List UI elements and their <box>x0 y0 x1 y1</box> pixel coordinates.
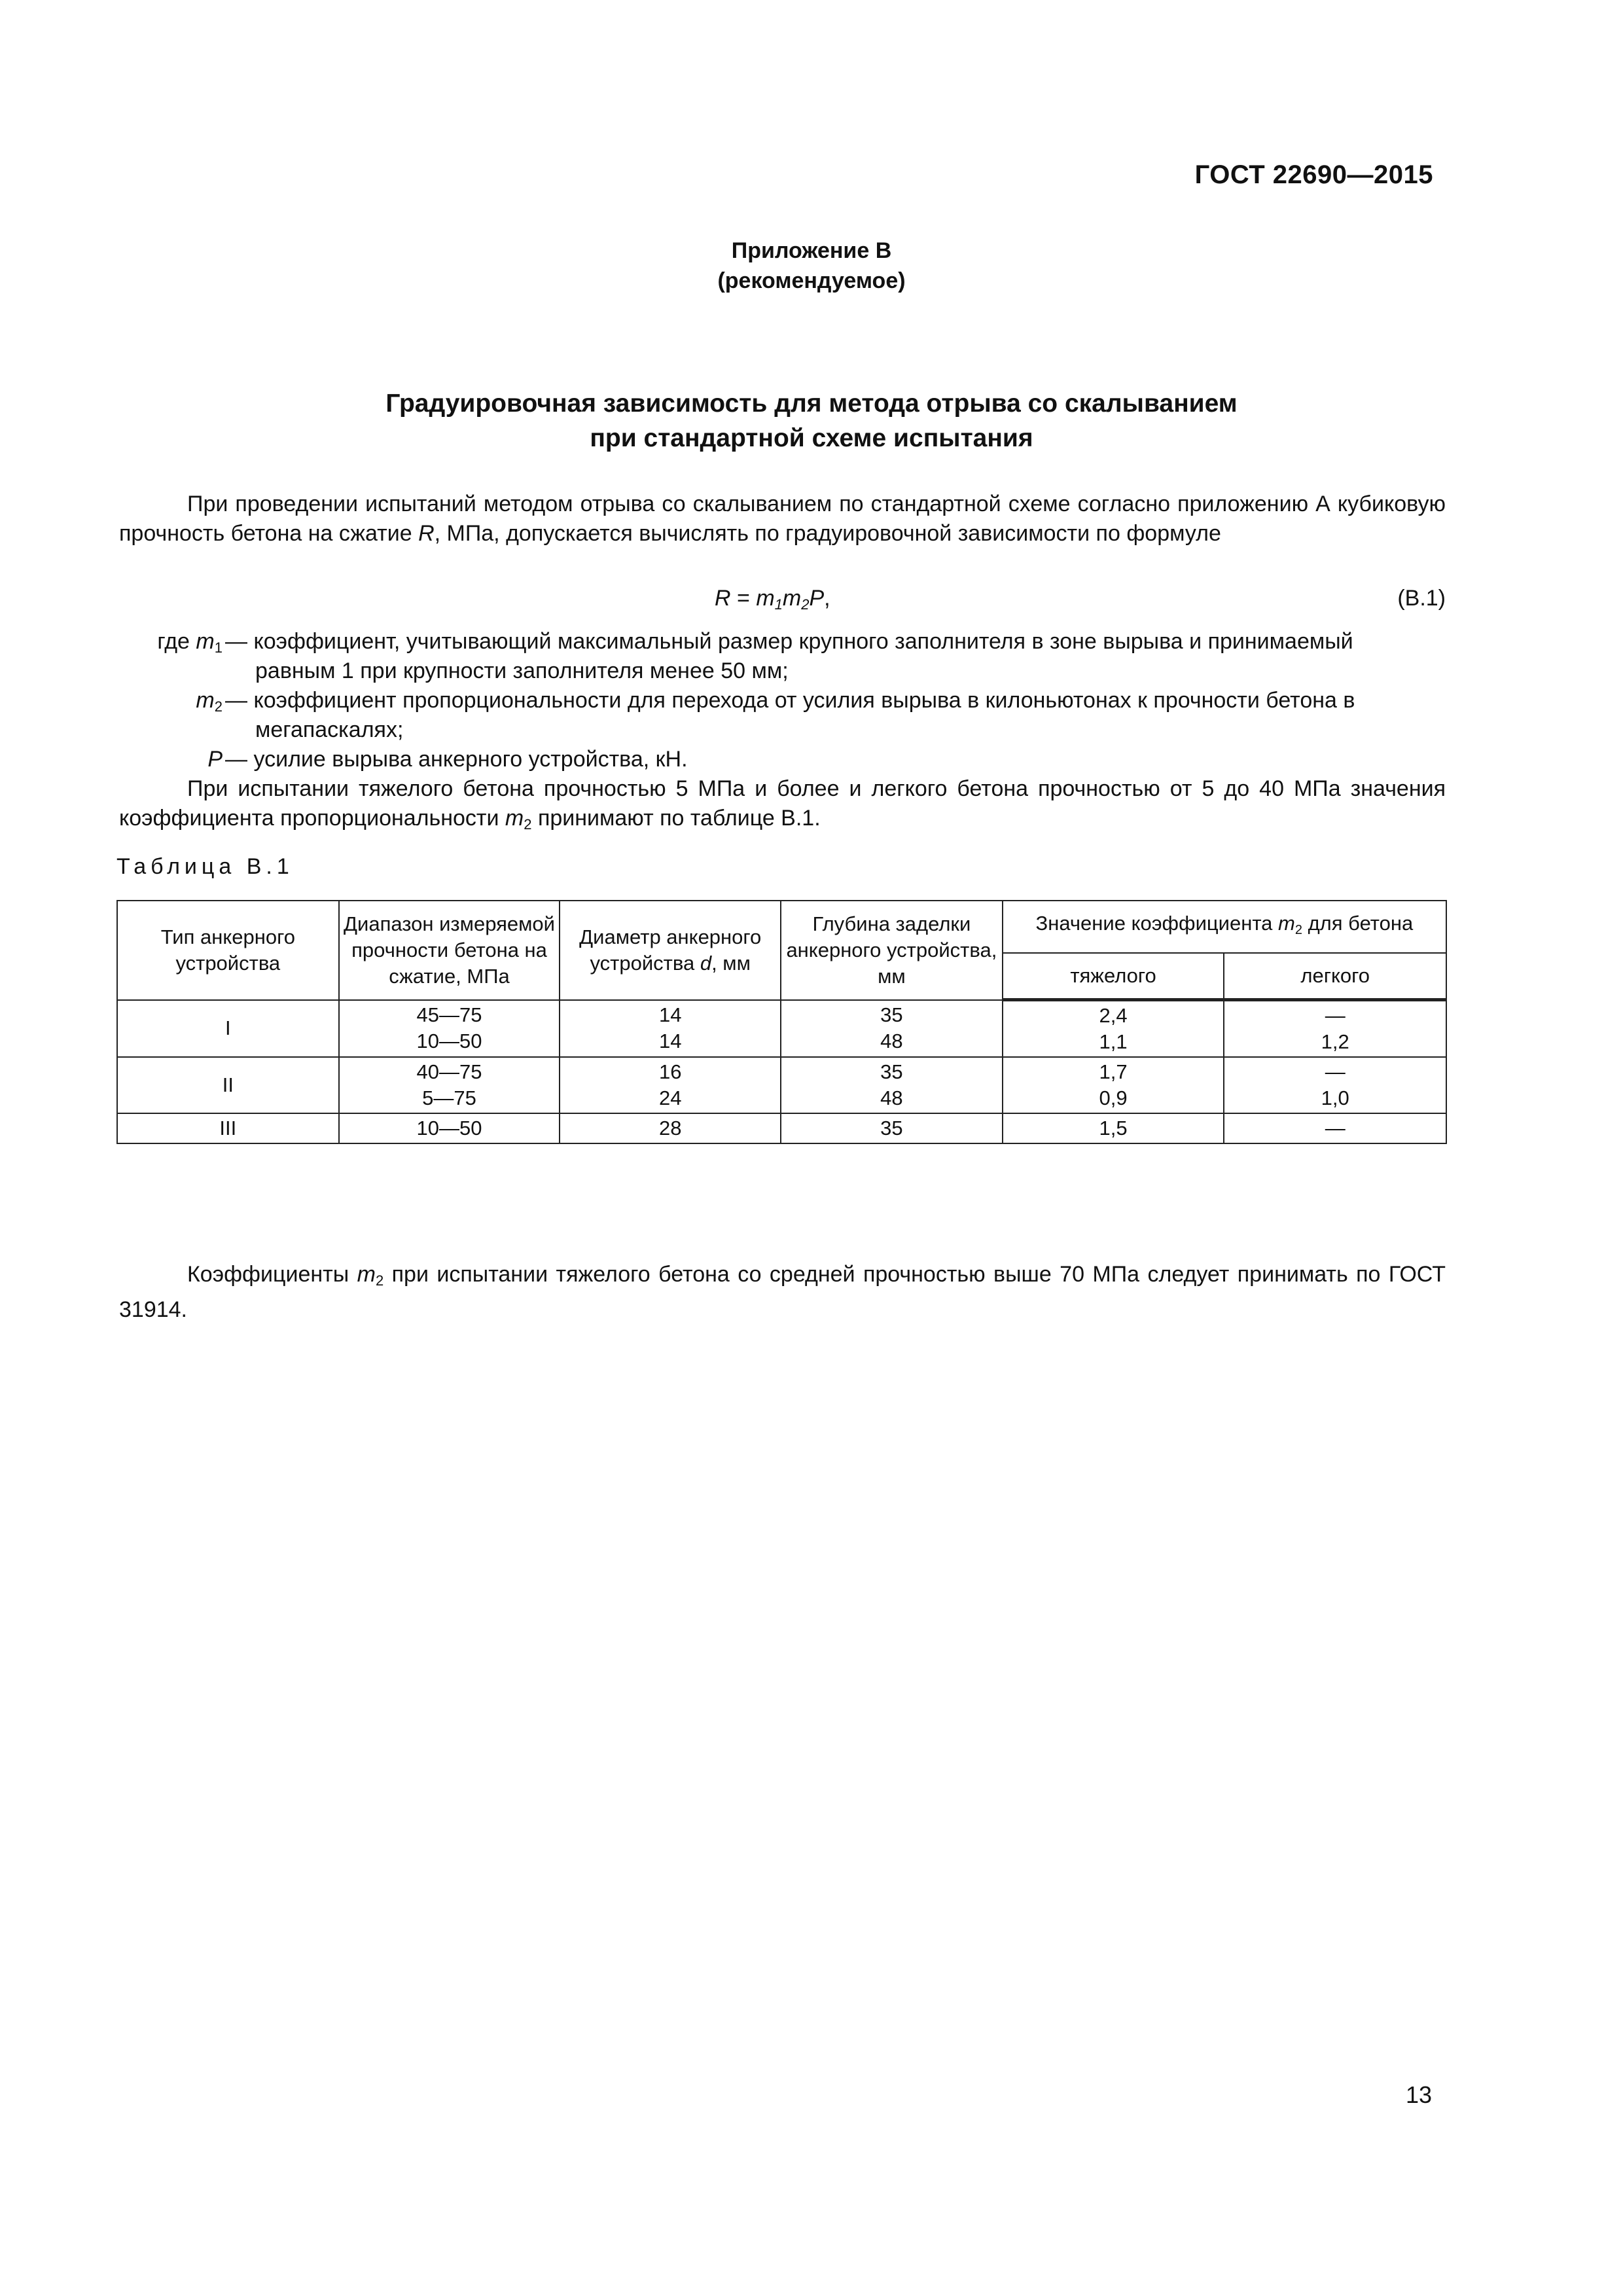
m1-text-2: равным 1 при крупности заполнителя менее 50 мм; <box>255 658 789 683</box>
m2-dash: — <box>225 688 254 713</box>
final-sub: 2 <box>375 1272 384 1289</box>
appendix-title: Приложение В <box>731 238 892 263</box>
formula-p: P <box>809 586 825 611</box>
header-coef-text: Значение коэффициента <box>1035 912 1279 935</box>
table-cell-light <box>1224 1113 1446 1143</box>
cell-value: 40—75 <box>416 1060 482 1083</box>
final-paragraph <box>119 1260 1446 1325</box>
header-coef-sub: 2 <box>1294 923 1302 937</box>
cell-value: — <box>1325 1117 1346 1139</box>
m2-text-1: коэффициент пропорциональности для перехода от усилия вырыва в килоньютонах к прочности бетона в <box>253 688 1355 713</box>
definition-p-text <box>226 745 1446 774</box>
table-row <box>117 1000 1446 1058</box>
section-title-line-1: Градуировочная зависимость для метода отрыва со скалыванием <box>385 389 1238 418</box>
m1-dash: — <box>225 629 254 654</box>
cell-value: 1,7 <box>1099 1060 1128 1083</box>
cell-value: 0,9 <box>1099 1086 1128 1109</box>
table-cell-range <box>339 1000 560 1058</box>
cell-value: 24 <box>658 1086 682 1109</box>
m1-sub: 1 <box>214 639 223 656</box>
table-header-row <box>117 901 1446 953</box>
definition-m1-text <box>226 627 1446 686</box>
final-text-2: при испытании тяжелого бетона со средней прочностью выше 70 МПа следует принимать по ГОСТ 31914. <box>119 1262 1446 1322</box>
cell-value: 35 <box>880 1003 903 1027</box>
formula-expression <box>715 584 830 619</box>
intro-text-2: , МПа, допускается вычислять по градуировочной зависимости по формуле <box>434 521 1221 546</box>
header-light: легкого <box>1224 953 1446 1000</box>
formula-m2: m <box>782 586 802 611</box>
cell-value: 35 <box>880 1060 903 1083</box>
cell-value: 35 <box>880 1117 903 1139</box>
p-dash: — <box>225 747 254 772</box>
formula-m1: m <box>756 586 775 611</box>
m1-sym: m <box>196 629 215 654</box>
formula-sub-1: 1 <box>774 596 783 613</box>
header-diameter-sym: d <box>700 951 712 975</box>
appendix-heading <box>0 236 1623 296</box>
cell-value: — <box>1325 1004 1346 1027</box>
cell-value: 1,0 <box>1321 1086 1349 1109</box>
section-title-line-2: при стандартной схеме испытания <box>590 424 1033 452</box>
m2-sym: m <box>196 688 215 713</box>
m1-text-1: коэффициент, учитывающий максимальный размер крупного заполнителя в зоне вырыва и принимаемый <box>253 629 1353 654</box>
formula-number: (В.1) <box>1397 586 1446 611</box>
table-cell-heavy <box>1003 1057 1224 1113</box>
appendix-subtitle: (рекомендуемое) <box>717 268 906 293</box>
cell-value: 1,2 <box>1321 1030 1349 1053</box>
intro-text-1: При проведении испытаний методом отрыва со скалыванием по стандартной схеме согласно приложению А кубиковую прочность бетона на сжатие <box>119 492 1446 546</box>
p-sym: P <box>207 747 223 772</box>
table-row <box>117 1113 1446 1143</box>
note-paragraph <box>119 774 1446 839</box>
definition-m2-symbol <box>119 686 223 721</box>
header-anchor-type: Тип анкерного устройства <box>117 901 339 1000</box>
cell-value: 48 <box>880 1030 903 1053</box>
table-cell-heavy <box>1003 1113 1224 1143</box>
table-cell-diameter <box>560 1057 781 1113</box>
cell-value: 2,4 <box>1099 1004 1128 1027</box>
table-cell-light <box>1224 1000 1446 1058</box>
header-diameter <box>560 901 781 1000</box>
cell-value: 14 <box>658 1030 682 1053</box>
note-text-2: принимают по таблице В.1. <box>531 806 821 831</box>
definition-m1-symbol <box>119 627 223 662</box>
final-sym: m <box>357 1262 376 1287</box>
cell-value: 1,5 <box>1099 1117 1128 1139</box>
p-text-1: усилие вырыва анкерного устройства, кН. <box>253 747 688 772</box>
header-coefficient <box>1003 901 1446 953</box>
final-text-1: Коэффициенты <box>187 1262 357 1287</box>
header-diameter-unit: , мм <box>711 951 751 975</box>
table-caption: Таблица В.1 <box>116 854 294 879</box>
definition-m2 <box>119 686 1446 745</box>
header-heavy: тяжелого <box>1003 953 1224 1000</box>
cell-value: 5—75 <box>422 1086 476 1109</box>
cell-value: 45—75 <box>416 1003 482 1027</box>
table-cell-diameter <box>560 1113 781 1143</box>
header-depth: Глубина заделки анкерного устройства, мм <box>781 901 1003 1000</box>
cell-value: — <box>1325 1060 1346 1083</box>
page-number: 13 <box>1405 2081 1432 2108</box>
table-cell-type: II <box>117 1057 339 1113</box>
m2-text-2: мегапаскалях; <box>255 717 404 742</box>
section-title <box>0 386 1623 456</box>
table-cell-depth <box>781 1113 1003 1143</box>
symbol-r: R <box>418 521 435 546</box>
table-row <box>117 1057 1446 1113</box>
cell-value: 48 <box>880 1086 903 1109</box>
table-cell-depth <box>781 1057 1003 1113</box>
cell-value: 28 <box>658 1117 682 1139</box>
coefficient-table <box>116 900 1447 1144</box>
formula-sub-2: 2 <box>801 596 810 613</box>
cell-value: 14 <box>658 1003 682 1027</box>
m2-sub: 2 <box>214 698 223 715</box>
definitions-list <box>119 627 1446 774</box>
note-text-1: При испытании тяжелого бетона прочностью 5 МПа и более и легкого бетона прочностью от 5 до 40 МПа значения коэффициента пропорциональности <box>119 776 1446 831</box>
definition-p <box>119 745 1446 774</box>
table-cell-type: I <box>117 1000 339 1058</box>
formula-comma: , <box>824 586 830 611</box>
table-cell-light <box>1224 1057 1446 1113</box>
header-range: Диапазон измеряемой прочности бетона на сжатие, МПа <box>339 901 560 1000</box>
formula-lhs: R <box>715 586 731 611</box>
note-sub: 2 <box>524 816 532 833</box>
where-word: где <box>157 629 196 654</box>
table-cell-range <box>339 1113 560 1143</box>
table-cell-diameter <box>560 1000 781 1058</box>
intro-paragraph <box>119 490 1446 548</box>
definition-m2-text <box>226 686 1446 745</box>
table-cell-heavy <box>1003 1000 1224 1058</box>
table-cell-range <box>339 1057 560 1113</box>
cell-value: 10—50 <box>416 1117 482 1139</box>
formula-b1 <box>119 584 1446 613</box>
table-body <box>117 1000 1446 1144</box>
table-cell-depth <box>781 1000 1003 1058</box>
cell-value: 1,1 <box>1099 1030 1128 1053</box>
header-diameter-text: Диаметр анкерного устройства <box>579 925 762 975</box>
header-coef-tail: для бетона <box>1302 912 1414 935</box>
cell-value: 16 <box>658 1060 682 1083</box>
formula-eq: = <box>730 586 757 611</box>
definition-p-symbol <box>119 745 223 774</box>
document-code: ГОСТ 22690—2015 <box>1194 160 1433 189</box>
note-sym: m <box>505 806 524 831</box>
table-cell-type: III <box>117 1113 339 1143</box>
definition-m1 <box>119 627 1446 686</box>
cell-value: 10—50 <box>416 1030 482 1053</box>
header-coef-sym: m <box>1278 912 1295 935</box>
